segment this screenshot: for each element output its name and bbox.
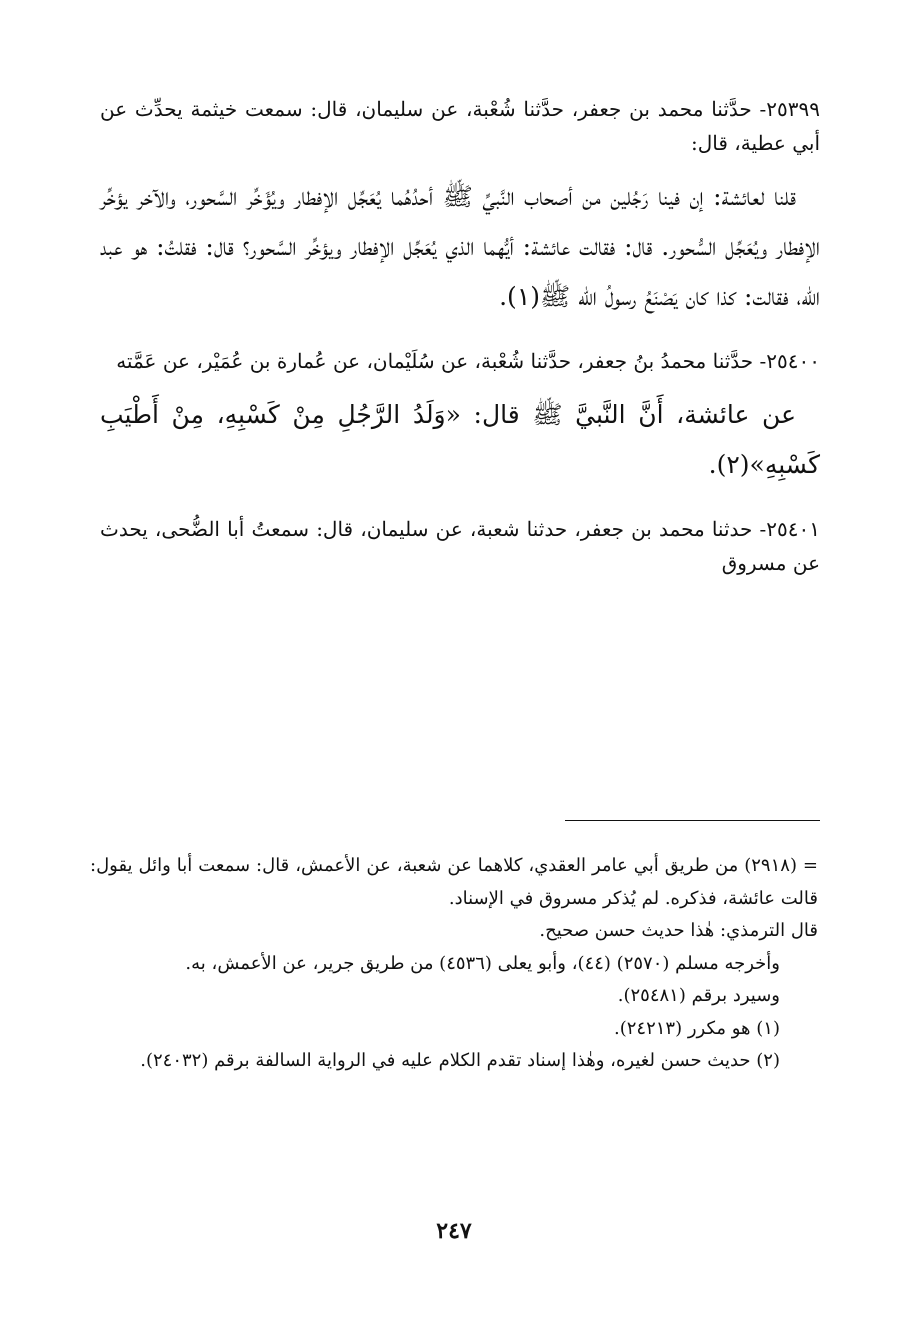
- footnote-muslim: وأخرجه مسلم (٢٥٧٠) (٤٤)، وأبو يعلى (٤٥٣٦) من طريق جرير، عن الأعمش، به.: [185, 952, 780, 974]
- footnotes: [90, 850, 818, 1078]
- hadith-25400-matn: عن عائشة، أَنَّ النَّبيَّ ﷺ قال: «وَلَدُ الرَّجُلِ مِنْ كَسْبِهِ، مِنْ أَطْيَبِ كَسْبِهِ»(٢).: [100, 400, 820, 479]
- footnote-2: (٢) حديث حسن لغيره، وهٰذا إسناد تقدم الكلام عليه في الرواية السالفة برقم (٢٤٠٣٢).: [140, 1050, 780, 1071]
- footnote-separator: [565, 820, 820, 821]
- hadith-25399-isnad: ٢٥٣٩٩- حدَّثنا محمد بن جعفر، حدَّثنا شُعْبة، عن سليمان، قال: سمعت خيثمة يحدِّث عن أبي عطية، قال:: [100, 97, 820, 155]
- hadith-25399-matn: قلنا لعائشة: إن فينا رَجُلين من أصحاب النَّبيِّ ﷺ أحدُهُما يُعَجِّل الإفطار ويُؤَخِّر السَّحور، والآخر يؤخِّر الإفطار ويُعَجِّل السُّحور. قال: فقالت عائشة: أيُّهما الذي يُعَجِّل الإفطار ويؤخِّر السَّحور؟ قال: فقلتُ: هو عبد الله، فقالت: كذا كان يَصْنَعُ رسولُ الله ﷺ(١).: [100, 182, 820, 311]
- footnote-continuation: = (٢٩١٨) من طريق أبي عامر العقدي، كلاهما عن شعبة، عن الأعمش، قال: سمعت أبا وائل يقول: قالت عائشة، فذكره. لم يُذكر مسروق في الإسناد.: [90, 855, 818, 909]
- footnote-1: (١) هو مكرر (٢٤٢١٣).: [613, 1017, 780, 1039]
- footnote-tirmidhi: قال الترمذي: هٰذا حديث حسن صحيح.: [539, 920, 818, 941]
- hadith-25400-isnad: ٢٥٤٠٠- حدَّثنا محمدُ بنُ جعفر، حدَّثنا شُعْبة، عن سُلَيْمان، عن عُمارة بن عُمَيْر، عن عَمَّته: [116, 349, 820, 373]
- main-text: [100, 92, 820, 580]
- footnote-sayarid: وسيرد برقم (٢٥٤٨١).: [617, 985, 780, 1006]
- page-number: ٢٤٧: [436, 1218, 472, 1244]
- hadith-25401-isnad: ٢٥٤٠١- حدثنا محمد بن جعفر، حدثنا شعبة، عن سليمان، قال: سمعتُ أبا الضُّحى، يحدث عن مسروق: [100, 517, 820, 575]
